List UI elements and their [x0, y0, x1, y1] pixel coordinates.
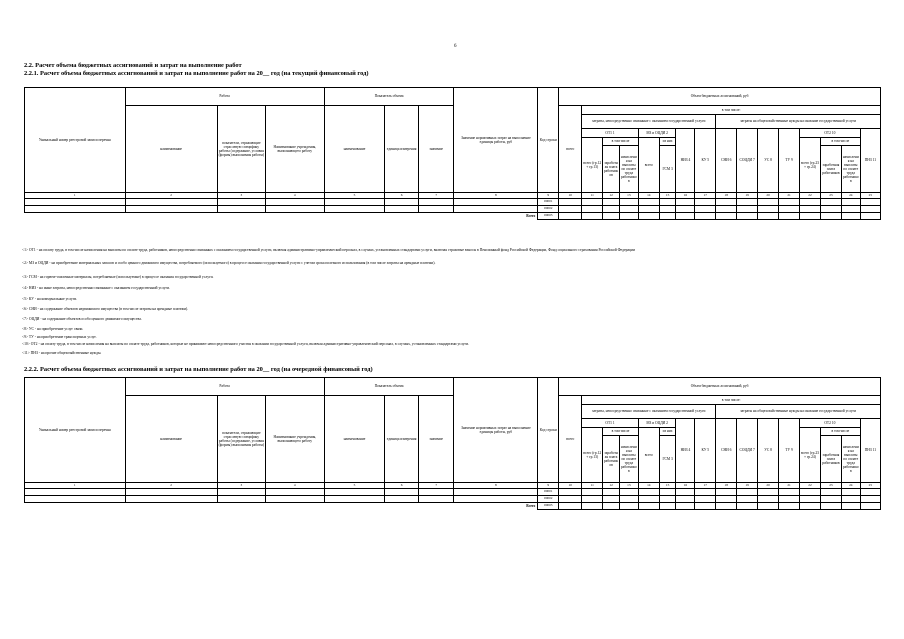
- header-volume-unit: единица измерения: [385, 106, 419, 193]
- footnote: <5> КУ - на коммунальные услуги.: [22, 297, 78, 301]
- table-row: [25, 199, 881, 206]
- total-cell: [695, 503, 716, 510]
- column-number: 13: [619, 483, 638, 489]
- header-budget-total: всего: [559, 106, 582, 193]
- total-label: Всего: [526, 504, 536, 509]
- table-cell: [716, 206, 737, 213]
- header-pnz: ПНЗ 11: [860, 129, 880, 193]
- table-cell: [603, 496, 620, 503]
- table-cell: [638, 206, 659, 213]
- page-number: 6: [454, 44, 457, 49]
- total-cell: [737, 503, 758, 510]
- total-row: [25, 503, 881, 510]
- column-number: 6: [385, 193, 419, 199]
- header-budget-allocation: Объем бюджетных ассигнований, руб: [559, 378, 881, 396]
- total-cell: [659, 213, 676, 220]
- table-cell: [125, 206, 217, 213]
- column-number: 15: [659, 483, 676, 489]
- total-cell: [737, 213, 758, 220]
- footnote: <4> НИЗ - на иные затраты, непосредственно связанные с оказанием государственной услуги.: [22, 286, 171, 290]
- total-cell: [695, 213, 716, 220]
- total-cell: [800, 503, 821, 510]
- header-ot1-salary: заработная плата работников: [603, 146, 620, 193]
- header-tu: ТУ 9: [779, 129, 800, 193]
- column-number: 25: [860, 193, 880, 199]
- column-number: 4: [265, 483, 324, 489]
- table-cell: [695, 199, 716, 206]
- table-cell: [758, 199, 779, 206]
- total-cell: [638, 503, 659, 510]
- header-niz: НИЗ 4: [676, 129, 695, 193]
- total-cell: [758, 503, 779, 510]
- header-ot1-accruals: начисления на выплаты по оплате труда работников: [619, 436, 638, 483]
- header-normative-cost: Значение нормативных затрат на выполнение единицы работы, руб: [454, 378, 538, 483]
- header-volume-indicator: Показатель объема: [324, 378, 454, 396]
- table-cell: [25, 496, 126, 503]
- total-cell: [779, 213, 800, 220]
- row-code: 00002: [538, 206, 559, 213]
- total-row-code: 00003: [538, 213, 559, 220]
- table-cell: [820, 206, 841, 213]
- footnote: <11> ПНЗ - на прочие общехозяйственные нужды.: [22, 351, 102, 355]
- footnote: <9> ТУ - на приобретение транспортных услуг.: [22, 335, 97, 339]
- column-number: 9: [538, 193, 559, 199]
- header-ot2-accruals: начисления на выплаты по оплате труда работников: [841, 146, 860, 193]
- header-ot1-accruals: начисления на выплаты по оплате труда работников: [619, 146, 638, 193]
- table-cell: [779, 199, 800, 206]
- footnote: <2> МЗ и ОЦДИ - на приобретение материальных запасов и особо ценного движимого имущества, потребляемого (используемого) в процессе оказания государственной услуги с учетом срока полезного использования (в том числе затраты на арендные платежи).: [22, 261, 436, 265]
- header-mz-from: из них: [659, 138, 676, 146]
- header-sni: СНИ 6: [716, 129, 737, 193]
- table-cell: [265, 489, 324, 496]
- table-cell: [716, 496, 737, 503]
- column-number: 22: [800, 193, 821, 199]
- column-number: 2: [125, 483, 217, 489]
- header-normative-cost: Значение нормативных затрат на выполнение единицы работы, руб: [454, 88, 538, 193]
- header-work: Работа: [125, 378, 324, 396]
- table-cell: [619, 496, 638, 503]
- header-ot2-accruals: начисления на выплаты по оплате труда работников: [841, 436, 860, 483]
- table-cell: [582, 496, 603, 503]
- table-cell: [582, 489, 603, 496]
- column-number: 7: [418, 193, 454, 199]
- table-cell: [324, 199, 385, 206]
- table-cell: [418, 206, 454, 213]
- header-ot2-salary: заработная плата работников: [820, 146, 841, 193]
- table-cell: [676, 199, 695, 206]
- header-ot1-total: всего (гр.12 + гр.13): [582, 428, 603, 483]
- table-cell: [217, 206, 265, 213]
- column-number: 12: [603, 193, 620, 199]
- header-work-name: наименование: [125, 106, 217, 193]
- table-cell: [454, 206, 538, 213]
- column-number: 18: [716, 483, 737, 489]
- table-cell: [638, 199, 659, 206]
- table-row: [25, 496, 881, 503]
- total-cell: [860, 213, 880, 220]
- column-number: 20: [758, 193, 779, 199]
- header-sni: СНИ 6: [716, 419, 737, 483]
- column-number: 11: [582, 193, 603, 199]
- table-cell: [25, 199, 126, 206]
- header-mz-from: из них: [659, 428, 676, 436]
- header-volume-name: наименование: [324, 396, 385, 483]
- table-cell: [860, 206, 880, 213]
- column-number: 6: [385, 483, 419, 489]
- column-number: 1: [25, 483, 126, 489]
- table-cell: [217, 496, 265, 503]
- column-number: 19: [737, 483, 758, 489]
- column-number: 11: [582, 483, 603, 489]
- column-number: 4: [265, 193, 324, 199]
- table-cell: [800, 489, 821, 496]
- table-cell: [695, 496, 716, 503]
- table-cell: [454, 199, 538, 206]
- column-number: 14: [638, 193, 659, 199]
- header-mz-total: всего: [638, 138, 659, 193]
- table-cell: [758, 489, 779, 496]
- budget-table-current-year: [24, 87, 881, 220]
- column-number: 22: [800, 483, 821, 489]
- column-number: 10: [559, 193, 582, 199]
- header-including: в том числе:: [582, 396, 881, 405]
- row-code: 00002: [538, 496, 559, 503]
- column-number: 10: [559, 483, 582, 489]
- table-cell: [25, 489, 126, 496]
- table-row: [25, 206, 881, 213]
- table-cell: [454, 496, 538, 503]
- table-cell: [582, 206, 603, 213]
- table-cell: [324, 489, 385, 496]
- footnote: <8> УС - на приобретение услуг связи.: [22, 327, 84, 331]
- table-cell: [820, 199, 841, 206]
- table-cell: [659, 206, 676, 213]
- header-ot2: ОТ2 10: [800, 419, 861, 428]
- table-cell: [638, 496, 659, 503]
- total-cell: [841, 213, 860, 220]
- header-direct-costs: затраты, непосредственно связанные с оказанием государственной услуги: [582, 405, 716, 419]
- header-work: Работа: [125, 88, 324, 106]
- column-number: 7: [418, 483, 454, 489]
- header-pnz: ПНЗ 11: [860, 419, 880, 483]
- column-number: 12: [603, 483, 620, 489]
- header-gsm: ГСМ 3: [659, 436, 676, 483]
- table-cell: [454, 489, 538, 496]
- table-cell: [820, 489, 841, 496]
- header-ot1-including: в том числе: [603, 138, 639, 146]
- column-number: 2: [125, 193, 217, 199]
- table-cell: [582, 199, 603, 206]
- table-cell: [737, 496, 758, 503]
- total-cell: [659, 503, 676, 510]
- section-heading: 2.2. Расчет объема бюджетных ассигнований и затрат на выполнение работ: [24, 62, 242, 69]
- column-number: 14: [638, 483, 659, 489]
- table-cell: [125, 489, 217, 496]
- header-row-code: Код строки: [538, 88, 559, 193]
- total-cell: [582, 213, 603, 220]
- subsection-heading-current-year: 2.2.1. Расчет объема бюджетных ассигнований и затрат на выполнение работ на 20__ год (на текущий финансовый год): [24, 70, 369, 77]
- column-number: 13: [619, 193, 638, 199]
- table-cell: [559, 206, 582, 213]
- total-row: [25, 213, 881, 220]
- total-cell: [619, 503, 638, 510]
- header-ku: КУ 5: [695, 129, 716, 193]
- header-ot2-including: в том числе: [820, 138, 860, 146]
- header-ot2: ОТ2 10: [800, 129, 861, 138]
- column-number: 21: [779, 483, 800, 489]
- header-ot1: ОТ1 1: [582, 129, 639, 138]
- header-socdi: СОЦДИ 7: [737, 129, 758, 193]
- total-cell: [800, 213, 821, 220]
- column-number: 8: [454, 483, 538, 489]
- total-cell: [860, 503, 880, 510]
- column-number: 23: [820, 193, 841, 199]
- footnote: <6> СНИ - на содержание объектов недвижимого имущества (в том числе затраты на арендные платежи).: [22, 307, 189, 311]
- column-number: 17: [695, 483, 716, 489]
- header-budget-allocation: Объем бюджетных ассигнований, руб: [559, 88, 881, 106]
- column-number: 20: [758, 483, 779, 489]
- table-cell: [559, 496, 582, 503]
- column-number: 5: [324, 193, 385, 199]
- total-cell: [582, 503, 603, 510]
- table-cell: [860, 489, 880, 496]
- header-institution-name: Наименование учреждения, выполняющего работу: [265, 396, 324, 483]
- total-cell: [716, 213, 737, 220]
- table-cell: [800, 199, 821, 206]
- header-direct-costs: затраты, непосредственно связанные с оказанием государственной услуги: [582, 115, 716, 129]
- footnote: <10> ОТ2 - на оплату труда, в том числе начисления на выплаты по оплате труда, работников, которые не принимают непосредственного участия в оказании государственной услуги, включая административно-управленческий персонал, в случаях, установленных стандартами услуги.: [22, 342, 470, 346]
- table-cell: [676, 489, 695, 496]
- table-cell: [820, 496, 841, 503]
- header-us: УС 8: [758, 129, 779, 193]
- header-ot1: ОТ1 1: [582, 419, 639, 428]
- header-volume-unit: единица измерения: [385, 396, 419, 483]
- table-cell: [841, 489, 860, 496]
- table-cell: [418, 199, 454, 206]
- column-number: 1: [25, 193, 126, 199]
- header-us: УС 8: [758, 419, 779, 483]
- table-cell: [737, 206, 758, 213]
- table-cell: [385, 489, 419, 496]
- table-cell: [659, 489, 676, 496]
- header-ot2-total: всего (гр.23 + гр.24): [800, 428, 821, 483]
- total-cell: [716, 503, 737, 510]
- row-code: 00001: [538, 489, 559, 496]
- column-number: 24: [841, 483, 860, 489]
- table-cell: [841, 206, 860, 213]
- table-cell: [265, 496, 324, 503]
- table-cell: [559, 199, 582, 206]
- table-cell: [695, 489, 716, 496]
- table-cell: [418, 496, 454, 503]
- column-number: 5: [324, 483, 385, 489]
- header-gsm: ГСМ 3: [659, 146, 676, 193]
- column-number: 15: [659, 193, 676, 199]
- column-number: 18: [716, 193, 737, 199]
- header-ot1-total: всего (гр.12 + гр.13): [582, 138, 603, 193]
- header-budget-total: всего: [559, 396, 582, 483]
- total-cell: [758, 213, 779, 220]
- header-general-costs: затраты на общехозяйственные нужды на оказание государственной услуги: [716, 405, 881, 419]
- column-number: 19: [737, 193, 758, 199]
- header-mz-ocdi: МЗ и ОЦДИ 2: [638, 419, 676, 428]
- total-label: Всего: [526, 214, 536, 219]
- table-cell: [800, 206, 821, 213]
- header-ot2-total: всего (гр.23 + гр.24): [800, 138, 821, 193]
- subsection-heading-next-year: 2.2.2. Расчет объема бюджетных ассигнований и затрат на выполнение работ на 20__ год (на очередной финансовый год): [24, 366, 373, 373]
- header-work-indicators: показатели, отражающие отраслевую специфику работы (содержание, условия (формы) выполнения работы): [217, 396, 265, 483]
- header-volume-value: значение: [418, 106, 454, 193]
- header-volume-indicator: Показатель объема: [324, 88, 454, 106]
- total-cell: [820, 503, 841, 510]
- header-volume-value: значение: [418, 396, 454, 483]
- table-cell: [217, 489, 265, 496]
- table-cell: [603, 489, 620, 496]
- table-cell: [779, 489, 800, 496]
- footnote: <3> ГСМ - на горюче-смазочные материалы, потребляемые (используемые) в процессе оказания государственной услуги.: [22, 275, 214, 279]
- column-number: 3: [217, 193, 265, 199]
- table-cell: [324, 206, 385, 213]
- table-cell: [779, 496, 800, 503]
- table-cell: [841, 199, 860, 206]
- table-cell: [385, 206, 419, 213]
- total-cell: [603, 503, 620, 510]
- table-cell: [779, 206, 800, 213]
- table-cell: [860, 496, 880, 503]
- table-cell: [265, 199, 324, 206]
- header-general-costs: затраты на общехозяйственные нужды на оказание государственной услуги: [716, 115, 881, 129]
- table-cell: [758, 496, 779, 503]
- total-cell: [779, 503, 800, 510]
- header-niz: НИЗ 4: [676, 419, 695, 483]
- header-mz-ocdi: МЗ и ОЦДИ 2: [638, 129, 676, 138]
- column-number: 23: [820, 483, 841, 489]
- table-cell: [638, 489, 659, 496]
- table-cell: [716, 199, 737, 206]
- header-ot2-salary: заработная плата работников: [820, 436, 841, 483]
- column-number: 9: [538, 483, 559, 489]
- table-cell: [695, 206, 716, 213]
- total-cell: [559, 213, 582, 220]
- table-cell: [217, 199, 265, 206]
- header-volume-name: наименование: [324, 106, 385, 193]
- table-cell: [676, 496, 695, 503]
- total-row-code: 00003: [538, 503, 559, 510]
- table-cell: [125, 496, 217, 503]
- total-cell: [820, 213, 841, 220]
- budget-table-next-year: [24, 377, 881, 510]
- total-cell: [841, 503, 860, 510]
- table-cell: [125, 199, 217, 206]
- total-cell: [559, 503, 582, 510]
- table-cell: [619, 199, 638, 206]
- column-number: 8: [454, 193, 538, 199]
- table-cell: [559, 489, 582, 496]
- header-ot1-including: в том числе: [603, 428, 639, 436]
- table-cell: [800, 496, 821, 503]
- table-cell: [385, 199, 419, 206]
- header-tu: ТУ 9: [779, 419, 800, 483]
- table-cell: [758, 206, 779, 213]
- header-ku: КУ 5: [695, 419, 716, 483]
- header-socdi: СОЦДИ 7: [737, 419, 758, 483]
- footnote: <7> ОЦДИ - на содержание объектов особо ценного движимого имущества.: [22, 317, 142, 321]
- total-cell: [676, 503, 695, 510]
- table-cell: [619, 206, 638, 213]
- total-cell: [676, 213, 695, 220]
- table-cell: [659, 199, 676, 206]
- table-cell: [860, 199, 880, 206]
- column-number: 16: [676, 483, 695, 489]
- total-cell: [619, 213, 638, 220]
- header-registry-number: Уникальный номер реестровой записи перечня: [25, 378, 126, 483]
- table-cell: [716, 489, 737, 496]
- row-code: 00001: [538, 199, 559, 206]
- footnote: <1> ОТ1 - на оплату труда, в том числе начисления на выплаты по оплате труда, работников, непосредственно связанных с оказанием государственной услуги, включая административно-управленческий персонал, в случаях, установленных стандартами услуги, включая страховые взносы в Пенсионный фонд Российской Федерации, Фонд социального страхования Российской Федерации: [22, 248, 635, 252]
- header-including: в том числе:: [582, 106, 881, 115]
- column-number: 17: [695, 193, 716, 199]
- table-cell: [676, 206, 695, 213]
- table-cell: [603, 206, 620, 213]
- header-row-code: Код строки: [538, 378, 559, 483]
- table-cell: [659, 496, 676, 503]
- table-cell: [737, 199, 758, 206]
- column-number: 25: [860, 483, 880, 489]
- header-work-indicators: показатели, отражающие отраслевую специфику работы (содержание, условия (формы) выполнения работы): [217, 106, 265, 193]
- header-mz-total: всего: [638, 428, 659, 483]
- table-cell: [603, 199, 620, 206]
- header-institution-name: Наименование учреждения, выполняющего работу: [265, 106, 324, 193]
- table-cell: [265, 206, 324, 213]
- total-cell: [638, 213, 659, 220]
- table-cell: [841, 496, 860, 503]
- header-registry-number: Уникальный номер реестровой записи перечня: [25, 88, 126, 193]
- table-cell: [324, 496, 385, 503]
- total-cell: [603, 213, 620, 220]
- table-cell: [418, 489, 454, 496]
- column-number: 16: [676, 193, 695, 199]
- column-number: 21: [779, 193, 800, 199]
- table-cell: [619, 489, 638, 496]
- table-row: [25, 489, 881, 496]
- header-ot1-salary: заработная плата работников: [603, 436, 620, 483]
- header-work-name: наименование: [125, 396, 217, 483]
- column-number: 3: [217, 483, 265, 489]
- header-ot2-including: в том числе: [820, 428, 860, 436]
- table-cell: [25, 206, 126, 213]
- column-number: 24: [841, 193, 860, 199]
- table-cell: [737, 489, 758, 496]
- table-cell: [385, 496, 419, 503]
